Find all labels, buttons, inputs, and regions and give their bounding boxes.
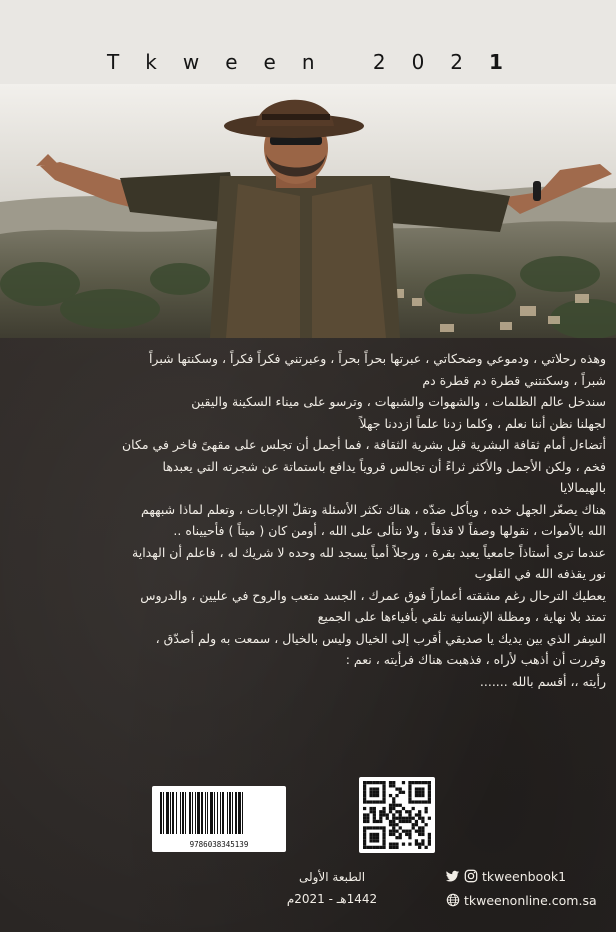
text-line: رأيته ،، أقسم بالله .......	[479, 673, 606, 689]
back-cover-text	[8, 348, 606, 692]
text-line: فخم ، ولكن الأجمل والأكثر ثراءً أن تجالس قروياً يدافع باستماتة عن شجرته التي يعبدها	[162, 458, 606, 474]
brand-text: Tkween 202	[107, 50, 490, 74]
social-links	[446, 864, 610, 912]
instagram-icon	[464, 869, 478, 883]
barcode-bars	[158, 792, 280, 834]
globe-icon	[446, 893, 460, 907]
isbn-barcode	[152, 786, 286, 852]
brand-bold-digit: 1	[489, 50, 529, 74]
text-line: أتضاءل أمام ثقافة البشرية قبل بشرية الثقافة ، فما أجمل أن تجلس على مقهىً فاخر في مكان	[121, 437, 606, 452]
text-line: يعطيك الترحال رغم مشقته أعماراً فوق عمرك ، الجسد متعب والروح في عليين ، والدروس	[140, 587, 606, 603]
edition-info	[286, 866, 378, 910]
text-line: وهذه رحلاتي ، ودموعي وضحكاتي ، عبرتها بحراً بحراً ، وعبرتني فكراً فكراً ، وسكنتها شبراً	[148, 351, 606, 366]
website-row[interactable]	[446, 888, 610, 912]
qr-code-pattern	[363, 781, 431, 849]
social-handle[interactable]: tkweenbook1	[482, 868, 567, 884]
qr-code[interactable]	[359, 777, 435, 853]
text-line: تمتد بلا نهاية ، ومظلة الإنسانية تلقي بأفياءها على الجميع	[317, 609, 606, 624]
twitter-icon	[446, 869, 460, 883]
text-line: سندخل عالم الظلمات ، والشهوات والشبهات ، وترسو على ميناء السكينة واليقين	[191, 394, 606, 409]
text-line: بالهيمالايا	[559, 480, 606, 495]
edition-year: 1442هـ - 2021م	[286, 892, 378, 906]
text-line: عندما ترى أستاذاً جامعياً يعبد بقرة ، ورجلاً أمياً يسجد لله وحده لا شريك له ، فاعلم أن الهداية	[132, 544, 606, 560]
text-line: شبراً ، وسكنتني قطرة دم قطرة دم	[422, 372, 606, 388]
text-line: الله بالأموات ، نقولها وصفاً لا قذفاً ، ولا نتألى على الله ، أومن كان ( ميتاً ) فأحييناه ..	[173, 523, 606, 538]
text-line: السِفر الذي بين يديك يا صديقي أقرب إلى الخيال وليس بالخيال ، سمعت به ولم أصدّق ،	[155, 630, 606, 646]
publisher-brand-line	[0, 50, 616, 80]
edition-label: الطبعة الأولى	[298, 870, 366, 884]
text-line: هناك يصعّر الجهل خده ، ويأكل ضدّه ، هناك تكثر الأسئلة وتقلّ الإجابات ، وتعلم لماذا شبههم	[141, 501, 606, 517]
text-line: لجهلنا نظن أننا نعلم ، وكلما زدنا علماً ازددنا جهلاً	[359, 415, 606, 431]
text-line: نور يقذفه الله في القلوب	[474, 566, 606, 581]
website-link[interactable]: tkweenonline.com.sa	[464, 892, 597, 908]
social-handle-row[interactable]	[446, 864, 610, 888]
author-photo	[0, 84, 616, 338]
text-line: وقررت أن أذهب لأراه ، فذهبت هناك فرأيته ، نعم :	[345, 652, 606, 667]
isbn-number: 9786038345139	[189, 840, 249, 849]
